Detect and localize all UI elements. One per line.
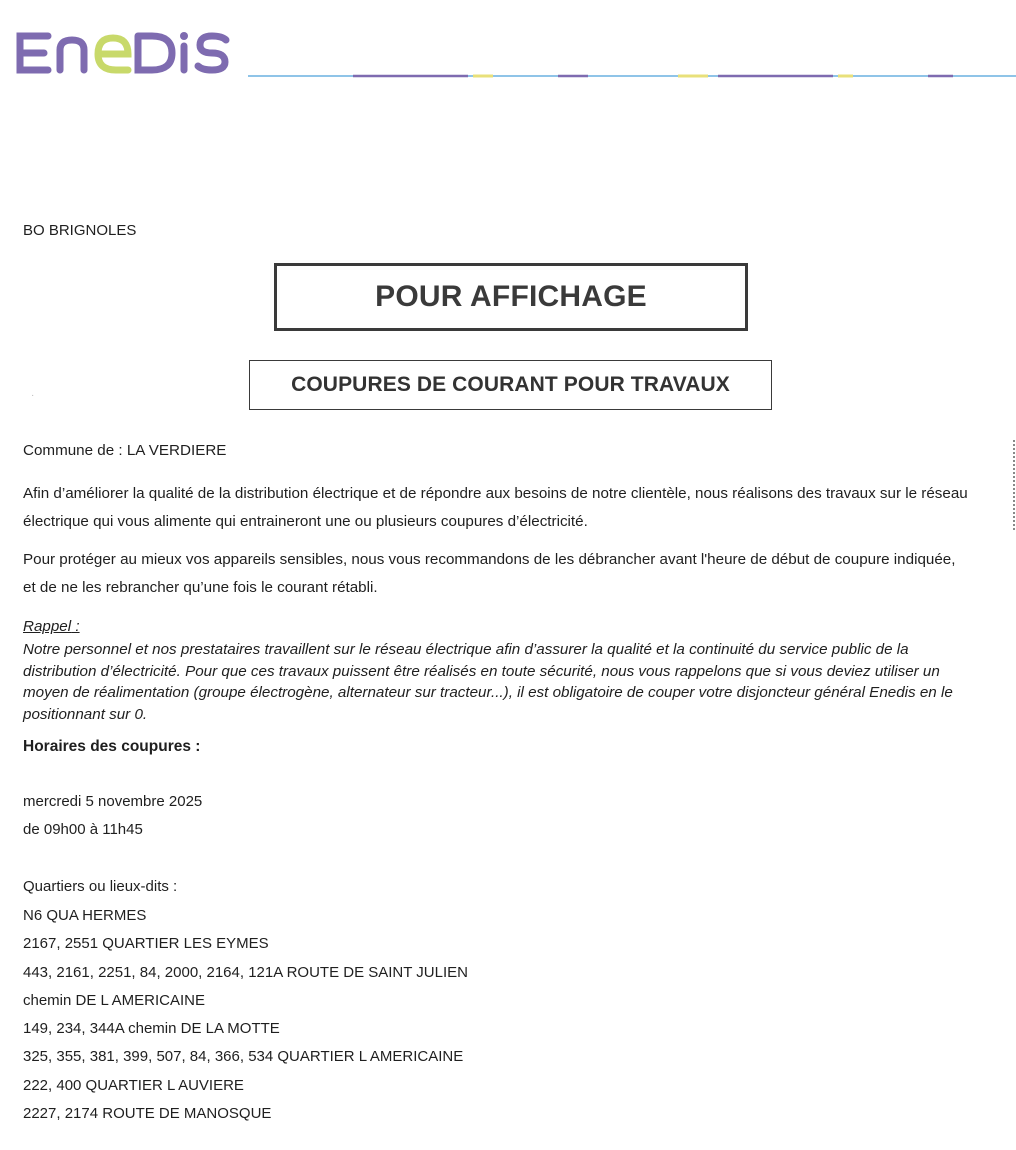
header-decorative-rule xyxy=(248,66,1016,72)
lieu-item: 222, 400 QUARTIER L AUVIERE xyxy=(23,1076,244,1094)
horaires-heading: Horaires des coupures : xyxy=(23,738,201,755)
outage-date: mercredi 5 novembre 2025 xyxy=(23,793,203,810)
organization-name: BO BRIGNOLES xyxy=(23,222,137,239)
rappel-label: Rappel xyxy=(23,618,72,635)
enedis-logo xyxy=(12,28,234,78)
rappel-text: Notre personnel et nos prestataires travaillent sur le réseau électrique afin d’assurer la qualité et la continuité du service public de la distribution d’électricité. Pour que ces travaux puissent être réalisés en toute sécurité, nous vous rappelons que si vous deviez utiliser un moyen de réalimentation (groupe électrogène, alternateur sur tracteur...), il est obligatoire de couper votre disjoncteur général Enedis en le positionnant sur 0. xyxy=(23,641,953,723)
lieu-item: 443, 2161, 2251, 84, 2000, 2164, 121A ROUTE DE SAINT JULIEN xyxy=(23,963,468,981)
lieu-item: 2167, 2551 QUARTIER LES EYMES xyxy=(23,935,269,953)
rappel-colon: : xyxy=(71,618,80,635)
subtitle-coupures: COUPURES DE COURANT POUR TRAVAUX xyxy=(249,360,772,410)
lieu-item: chemin DE L AMERICAINE xyxy=(23,991,205,1009)
lieu-item: 149, 234, 344A chemin DE LA MOTTE xyxy=(23,1020,280,1038)
advice-paragraph: Pour protéger au mieux vos appareils sensibles, nous vous recommandons de les débrancher avant l'heure de début de coupure indiquée, et de ne les rebrancher qu’une fois le courant rétabli. xyxy=(23,551,956,596)
commune-line: Commune de : LA VERDIERE xyxy=(23,442,227,459)
intro-paragraph: Afin d’améliorer la qualité de la distribution électrique et de répondre aux besoins de notre clientèle, nous réalisons des travaux sur le réseau électrique qui vous alimente qui entraineront une ou plusieurs coupures d’électricité. xyxy=(23,485,968,530)
lieux-list xyxy=(23,906,468,1132)
lieux-heading: Quartiers ou lieux-dits : xyxy=(23,878,178,895)
lieu-item: N6 QUA HERMES xyxy=(23,907,147,924)
scan-speck: · xyxy=(31,390,35,401)
lieu-item: 2227, 2174 ROUTE DE MANOSQUE xyxy=(23,1105,272,1123)
outage-time: de 09h00 à 11h45 xyxy=(23,821,143,838)
scan-edge-mark xyxy=(1013,440,1015,530)
rappel-heading xyxy=(23,618,968,635)
title-pour-affichage: POUR AFFICHAGE xyxy=(274,263,748,331)
lieu-item: 325, 355, 381, 399, 507, 84, 366, 534 QUARTIER L AMERICAINE xyxy=(23,1048,464,1066)
